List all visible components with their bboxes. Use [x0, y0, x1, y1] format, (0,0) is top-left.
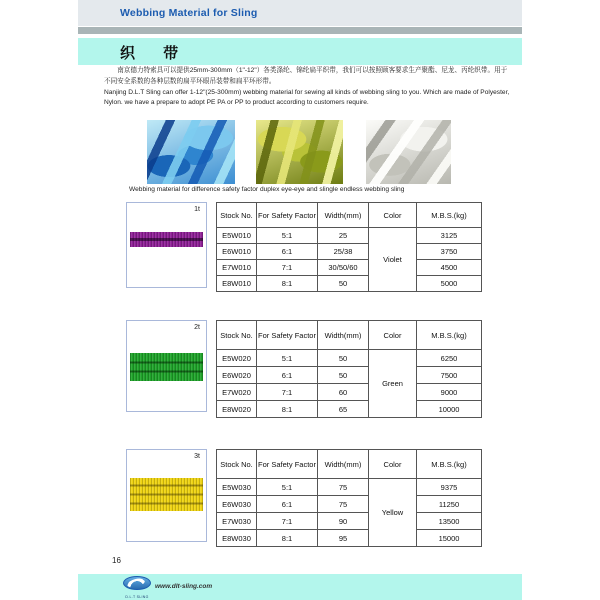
sample-box-3t: [126, 449, 207, 542]
spec-table-3t: [216, 449, 482, 547]
cell-mbs: 15000: [417, 530, 482, 547]
col-header-mbs: M.B.S.(kg): [417, 203, 482, 228]
col-header-stock-no: Stock No.: [217, 203, 257, 228]
table-row: [217, 401, 482, 418]
table-row: [217, 367, 482, 384]
cell-width: 25/38: [318, 244, 369, 260]
table-row: [217, 496, 482, 513]
intro-paragraph-english: Nanjing D.L.T Sling can offer 1-12"(25-300mm) webbing material for sewing all kinds of webbing sling to you. Which are made of Polyester, Nylon. we have a prepare to adopt PE PA or PP to product according to customers require.: [104, 89, 510, 106]
cell-stock: E5W030: [217, 479, 257, 496]
col-header-safety-factor: For Safety Factor: [257, 203, 318, 228]
cell-mbs: 4500: [417, 260, 482, 276]
table-row: [217, 513, 482, 530]
cell-factor: 8:1: [257, 530, 318, 547]
cell-mbs: 3750: [417, 244, 482, 260]
col-header-mbs: M.B.S.(kg): [417, 321, 482, 350]
col-header-color: Color: [369, 450, 417, 479]
cell-width: 30/50/60: [318, 260, 369, 276]
col-header-stock-no: Stock No.: [217, 321, 257, 350]
cell-stock: E5W020: [217, 350, 257, 367]
cell-color: Violet: [369, 228, 417, 292]
table-row: [217, 530, 482, 547]
table-row: [217, 276, 482, 292]
cell-stock: E5W010: [217, 228, 257, 244]
capacity-label-2t: 2t: [194, 324, 200, 331]
yellow-webbing-photo: [256, 120, 343, 184]
cell-factor: 6:1: [257, 496, 318, 513]
intro-paragraph-chinese: 南京德力特索具可以提供25mm-300mm（1"-12"）各类涤纶、锦纶扁平织带，我们可以按照顾客要求生产聚酯、尼龙、丙纶织带。用于不同安全系数的各种层数的扁平环眼吊装带和扁平环形带。: [104, 67, 508, 85]
table-row: [217, 384, 482, 401]
page-number: 16: [112, 556, 121, 565]
cell-factor: 7:1: [257, 513, 318, 530]
cell-factor: 8:1: [257, 276, 318, 292]
table-row: [217, 228, 482, 244]
cell-factor: 7:1: [257, 260, 318, 276]
sample-box-2t: [126, 320, 207, 412]
cell-mbs: 5000: [417, 276, 482, 292]
white-webbing-photo: [366, 120, 451, 184]
cell-width: 50: [318, 350, 369, 367]
header-divider: [78, 27, 522, 34]
cell-stock: E7W030: [217, 513, 257, 530]
cell-mbs: 3125: [417, 228, 482, 244]
cell-width: 75: [318, 496, 369, 513]
cell-stock: E8W030: [217, 530, 257, 547]
cell-factor: 6:1: [257, 367, 318, 384]
cell-width: 90: [318, 513, 369, 530]
cell-stock: E8W020: [217, 401, 257, 418]
section-title-chinese: 织 带: [120, 45, 191, 62]
col-header-safety-factor: For Safety Factor: [257, 450, 318, 479]
cell-stock: E7W020: [217, 384, 257, 401]
footer-band: [78, 574, 522, 600]
cell-width: 95: [318, 530, 369, 547]
cell-width: 50: [318, 367, 369, 384]
section-title-band: [78, 38, 522, 65]
cell-factor: 5:1: [257, 350, 318, 367]
table-row: [217, 244, 482, 260]
cell-factor: 7:1: [257, 384, 318, 401]
page-header-band: [78, 0, 522, 26]
spec-table-2t: [216, 320, 482, 418]
violet-webbing-strip: [130, 232, 203, 247]
cell-mbs: 9375: [417, 479, 482, 496]
col-header-width: Width(mm): [318, 203, 369, 228]
cell-factor: 6:1: [257, 244, 318, 260]
cell-color: Yellow: [369, 479, 417, 547]
cell-stock: E6W030: [217, 496, 257, 513]
cell-mbs: 6250: [417, 350, 482, 367]
table-header-row: [217, 203, 482, 228]
cell-width: 50: [318, 276, 369, 292]
green-webbing-strip: [130, 353, 203, 381]
page-title: Webbing Material for Sling: [120, 7, 258, 19]
capacity-label-1t: 1t: [194, 206, 200, 213]
col-header-stock-no: Stock No.: [217, 450, 257, 479]
sample-box-1t: [126, 202, 207, 288]
photos-caption: Webbing material for difference safety factor duplex eye-eye and slingle endless webbing sling: [129, 186, 405, 193]
cell-width: 75: [318, 479, 369, 496]
spec-table-1t: [216, 202, 482, 292]
col-header-width: Width(mm): [318, 321, 369, 350]
yellow-webbing-strip: [130, 478, 203, 511]
capacity-label-3t: 3t: [194, 453, 200, 460]
col-header-safety-factor: For Safety Factor: [257, 321, 318, 350]
cell-stock: E6W010: [217, 244, 257, 260]
cell-width: 60: [318, 384, 369, 401]
cell-mbs: 11250: [417, 496, 482, 513]
table-header-row: [217, 450, 482, 479]
col-header-width: Width(mm): [318, 450, 369, 479]
cell-stock: E6W020: [217, 367, 257, 384]
table-header-row: [217, 321, 482, 350]
cell-mbs: 9000: [417, 384, 482, 401]
cell-factor: 5:1: [257, 479, 318, 496]
dlt-logo: [122, 576, 152, 599]
table-row: [217, 479, 482, 496]
col-header-color: Color: [369, 321, 417, 350]
cell-width: 65: [318, 401, 369, 418]
cell-factor: 8:1: [257, 401, 318, 418]
table-row: [217, 350, 482, 367]
col-header-mbs: M.B.S.(kg): [417, 450, 482, 479]
cell-stock: E7W010: [217, 260, 257, 276]
cell-color: Green: [369, 350, 417, 418]
footer-url[interactable]: www.dlt-sling.com: [155, 583, 213, 590]
cell-factor: 5:1: [257, 228, 318, 244]
cell-mbs: 13500: [417, 513, 482, 530]
table-row: [217, 260, 482, 276]
cell-stock: E8W010: [217, 276, 257, 292]
dolphin-logo-icon: [123, 576, 151, 590]
blue-webbing-photo: [147, 120, 235, 184]
col-header-color: Color: [369, 203, 417, 228]
logo-subtext: D.L.T SLING: [125, 595, 149, 599]
cell-mbs: 7500: [417, 367, 482, 384]
cell-width: 25: [318, 228, 369, 244]
cell-mbs: 10000: [417, 401, 482, 418]
